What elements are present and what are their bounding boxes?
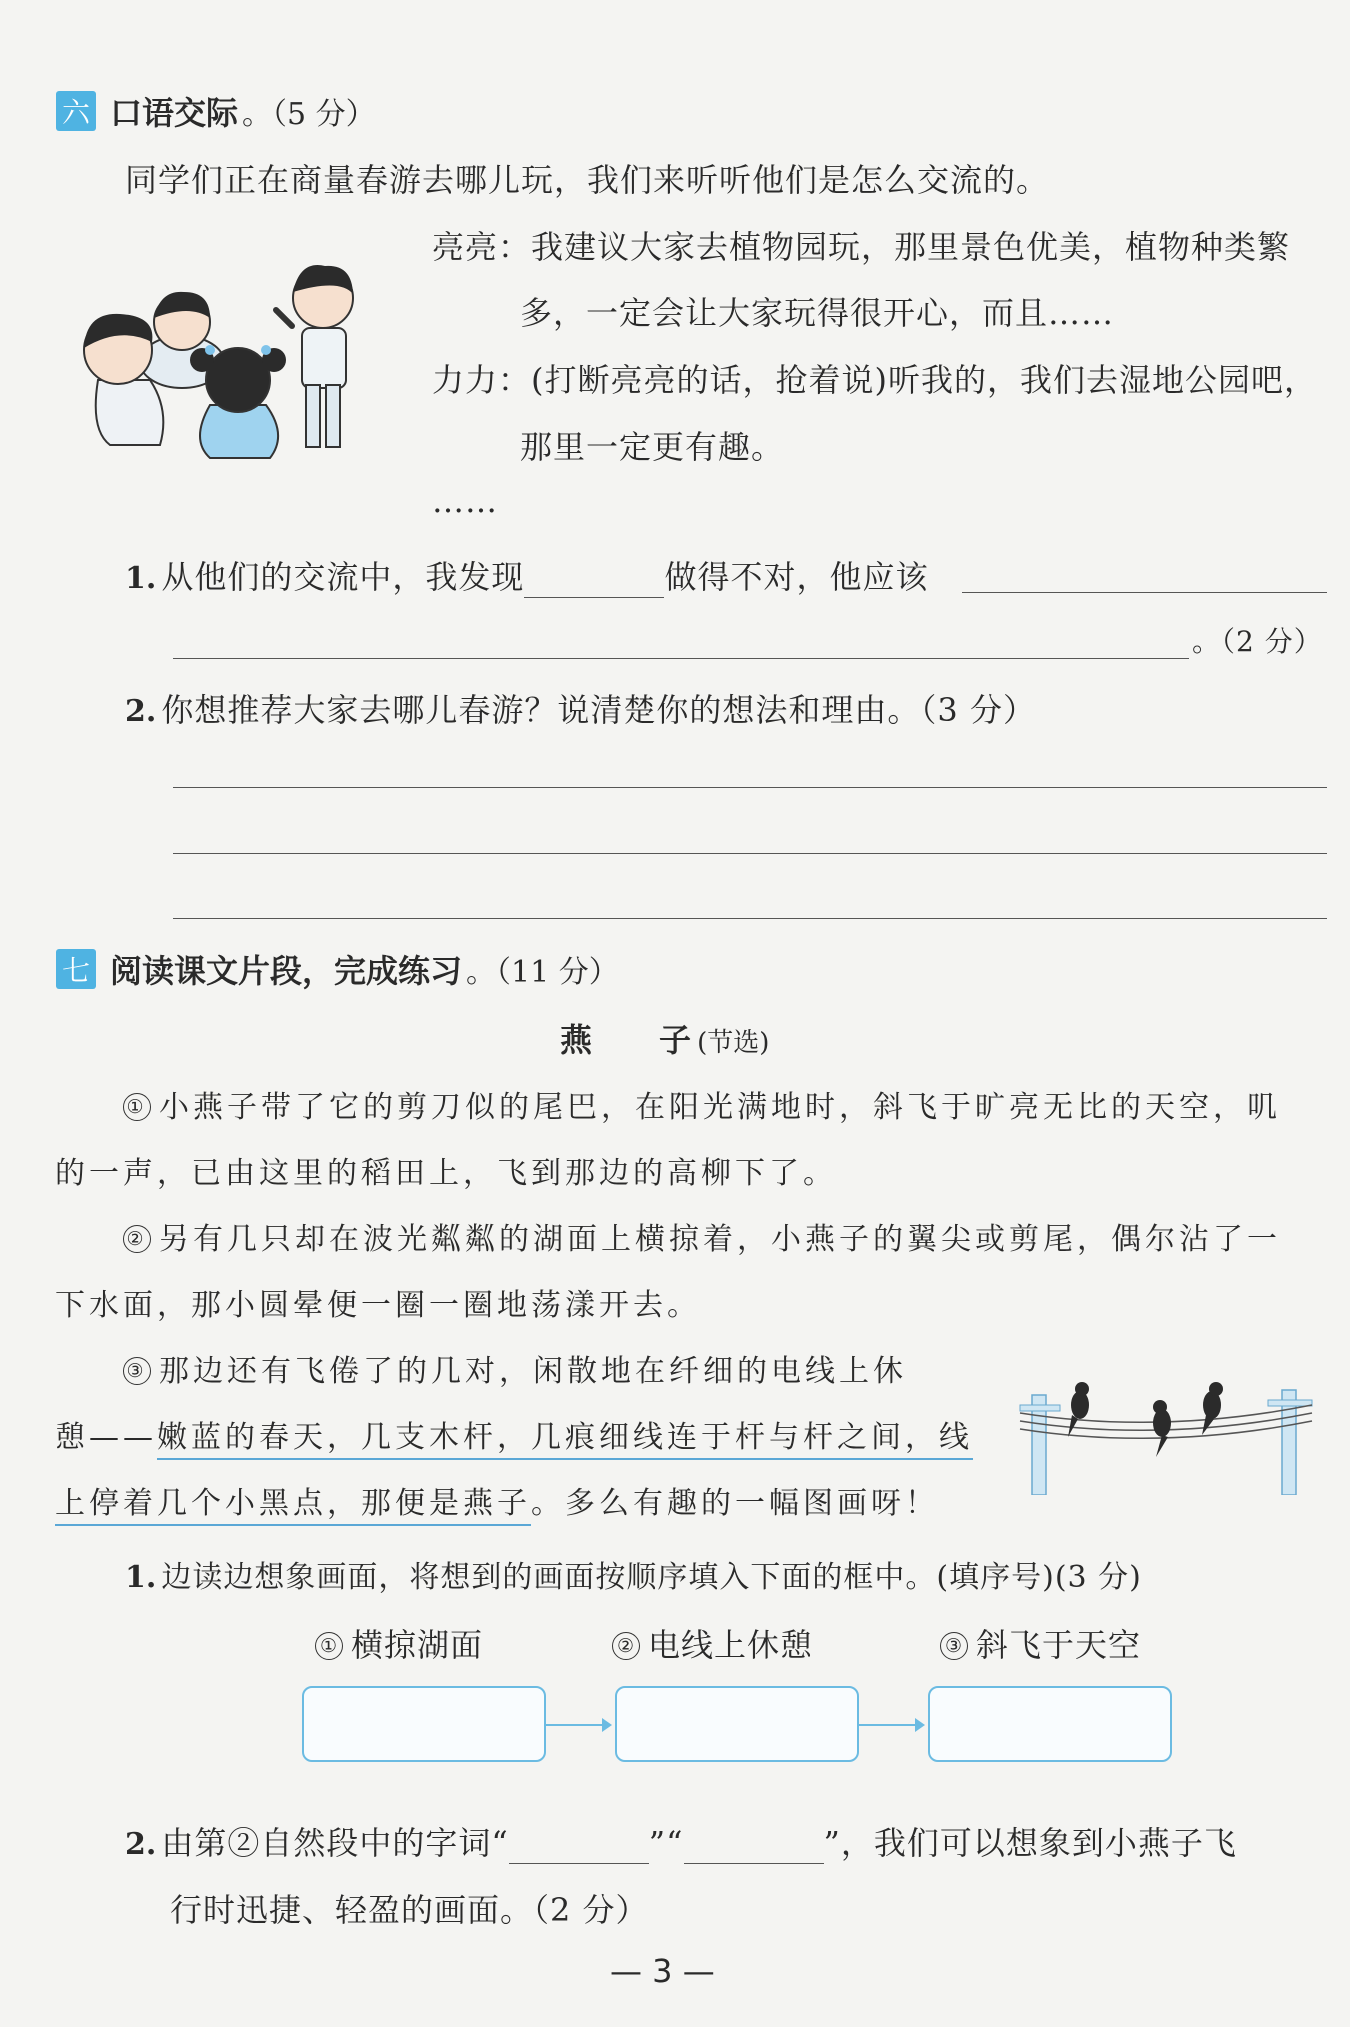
paragraph-2-number: ② <box>123 1225 151 1253</box>
paragraph-3-underlined-1: 嫩蓝的春天，几支木杆，几痕细线连于杆与杆之间，线 <box>157 1420 973 1460</box>
arrow-2-icon <box>859 1724 923 1726</box>
swallows-on-wire-illustration <box>1010 1365 1330 1495</box>
paragraph-1-line1 <box>123 1082 1281 1126</box>
dialogue-lili-line2: 那里一定更有趣。 <box>520 428 785 466</box>
paragraph-3-line2 <box>55 1412 973 1456</box>
q2-answer-line-3[interactable] <box>173 918 1327 919</box>
q1-answer-line-1[interactable] <box>962 592 1327 593</box>
s7-q2-text-c: 行时迅捷、轻盈的画面。（2 分） <box>170 1891 649 1929</box>
option-1 <box>315 1620 483 1666</box>
q1-answer-line-2[interactable] <box>173 658 1189 659</box>
section-7-question-2 <box>125 1818 1237 1864</box>
answer-box-2[interactable] <box>615 1686 859 1762</box>
q1-score: 。（2 分） <box>1192 625 1323 658</box>
s7-q2-blank-1[interactable] <box>509 1833 649 1864</box>
q2-text: 你想推荐大家去哪儿春游？说清楚你的想法和理由。（3 分） <box>161 691 1036 729</box>
s7-q1-text: 边读边想象画面，将想到的画面按顺序填入下面的框中。(填序号)(3 分) <box>161 1560 1142 1595</box>
paragraph-3-line1 <box>123 1346 907 1390</box>
option-2-number: ② <box>612 1632 640 1660</box>
option-1-number: ① <box>315 1632 343 1660</box>
section-7-title: 阅读课文片段，完成练习 <box>110 952 463 990</box>
paragraph-2-text-a: 另有几只却在波光粼粼的湖面上横掠着，小燕子的翼尖或剪尾，偶尔沾了一 <box>159 1222 1281 1257</box>
option-1-label: 横掠湖面 <box>351 1626 484 1664</box>
page-number: — 3 — <box>610 1952 715 1990</box>
option-2 <box>612 1620 813 1666</box>
passage-title-text: 燕 子 <box>560 1021 693 1059</box>
passage-title <box>560 1015 769 1061</box>
answer-box-1[interactable] <box>302 1686 546 1762</box>
answer-box-3[interactable] <box>928 1686 1172 1762</box>
q1-text-b: 做得不对，他应该 <box>664 558 929 596</box>
passage-title-sub: (节选) <box>697 1028 770 1058</box>
section-6-score: 。（5 分） <box>242 97 376 132</box>
s7-q2-text-a: 由第②自然段中的字词“ <box>161 1824 509 1862</box>
section-6-title: 口语交际 <box>110 94 239 132</box>
paragraph-1-line2: 的一声，已由这里的稻田上，飞到那边的高柳下了。 <box>55 1156 837 1191</box>
paragraph-2-line1 <box>123 1214 1281 1258</box>
option-3 <box>940 1620 1141 1666</box>
dialogue-ellipsis: …… <box>432 482 498 520</box>
sitting-girl-figure <box>190 345 286 458</box>
paragraph-3-text-b-pre: 憩—— <box>55 1420 157 1455</box>
dialogue-liangliang-line1: 亮亮：我建议大家去植物园玩，那里景色优美，植物种类繁 <box>432 228 1291 266</box>
q2-answer-line-2[interactable] <box>173 853 1327 854</box>
option-3-label: 斜飞于天空 <box>976 1626 1142 1664</box>
section-6-intro: 同学们正在商量春游去哪儿玩，我们来听听他们是怎么交流的。 <box>125 161 1050 199</box>
paragraph-3-text-a: 那边还有飞倦了的几对，闲散地在纤细的电线上休 <box>159 1354 907 1389</box>
paragraph-3-number: ③ <box>123 1357 151 1385</box>
s7-q1-number: 1. <box>125 1560 157 1595</box>
s7-q2-number: 2. <box>125 1827 157 1862</box>
arrow-1-icon <box>546 1724 610 1726</box>
children-discussing-illustration <box>70 230 370 470</box>
q1-text-a: 从他们的交流中，我发现 <box>161 558 525 596</box>
paragraph-1-text-a: 小燕子带了它的剪刀似的尾巴，在阳光满地时，斜飞于旷亮无比的天空，叽 <box>159 1090 1281 1125</box>
option-2-label: 电线上休憩 <box>648 1626 814 1664</box>
q2-number: 2. <box>125 694 157 729</box>
dialogue-liangliang-line2: 多，一定会让大家玩得很开心，而且…… <box>520 294 1115 332</box>
paragraph-1-number: ① <box>123 1093 151 1121</box>
section-7-question-1 <box>125 1552 1142 1596</box>
s7-q2-text-b: ”，我们可以想象到小燕子飞 <box>823 1824 1237 1862</box>
section-6-header <box>56 88 376 134</box>
q1-number: 1. <box>125 561 157 596</box>
q2-answer-line-1[interactable] <box>173 787 1327 788</box>
paragraph-3-underlined-2: 上停着几个小黑点，那便是燕子 <box>55 1486 531 1526</box>
section-7-score: 。（11 分） <box>466 955 619 990</box>
paragraph-2-line2: 下水面，那小圆晕便一圈一圈地荡漾开去。 <box>55 1288 701 1323</box>
section-7-number: 七 <box>56 949 96 989</box>
section-6-question-2 <box>125 685 1036 731</box>
paragraph-3-text-c-post: 。多么有趣的一幅图画呀！ <box>531 1486 939 1521</box>
option-3-number: ③ <box>940 1632 968 1660</box>
paragraph-3-line3 <box>55 1478 939 1522</box>
section-6-question-1 <box>125 552 928 598</box>
s7-q2-text-mid: ”“ <box>648 1824 684 1862</box>
dialogue-lili-line1: 力力：(打断亮亮的话，抢着说)听我的，我们去湿地公园吧， <box>432 361 1317 399</box>
section-7-header <box>56 946 619 992</box>
standing-boy-figure <box>276 265 353 447</box>
q1-blank-name[interactable] <box>524 567 664 598</box>
s7-q2-blank-2[interactable] <box>684 1833 824 1864</box>
section-6-number: 六 <box>56 91 96 131</box>
